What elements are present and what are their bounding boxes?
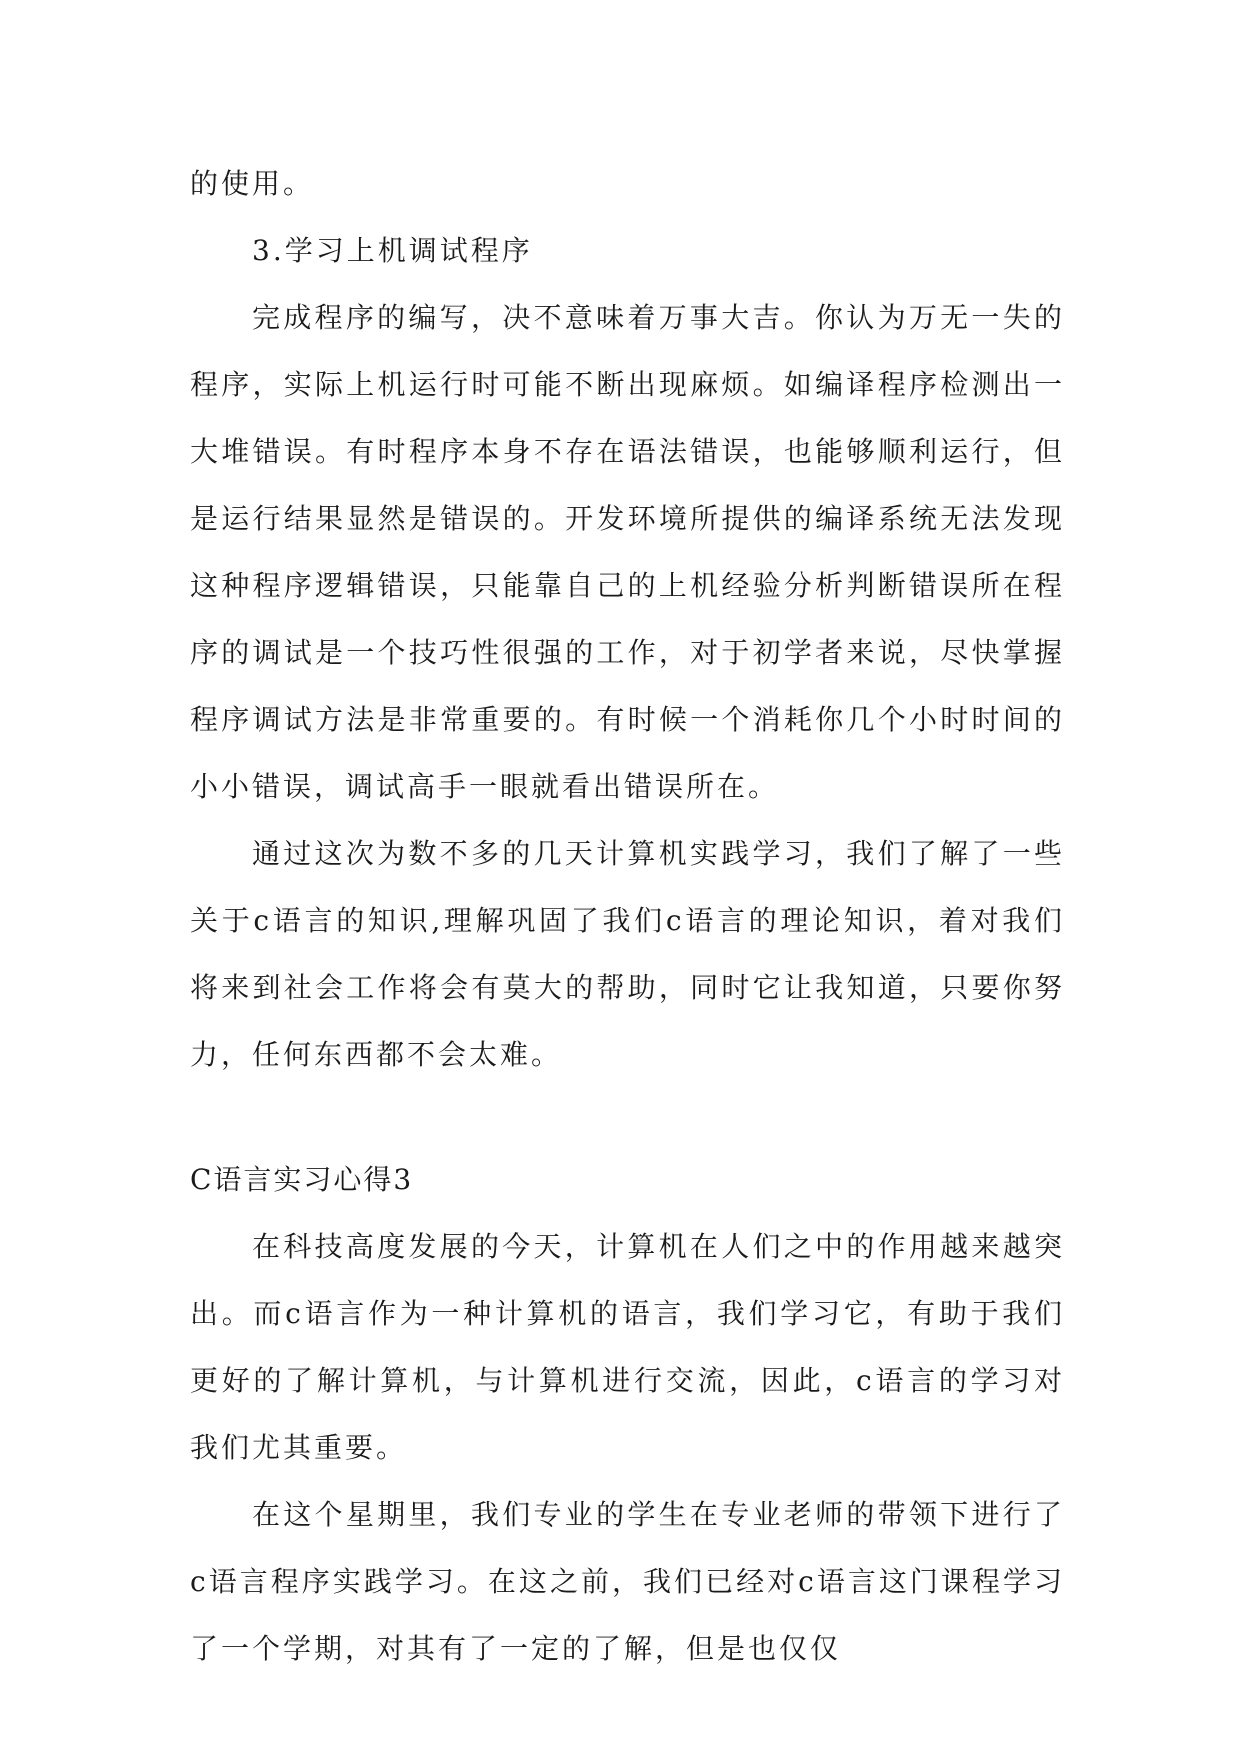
paragraph-summary: 通过这次为数不多的几天计算机实践学习，我们了解了一些关于c语言的知识,理解巩固了我们c语言的理论知识，着对我们将来到社会工作将会有莫大的帮助，同时它让我知道，只要你努力，任何东西都不会太难。 (190, 837, 1065, 1071)
document-body (190, 150, 1065, 1682)
section-heading: C语言实习心得3 (190, 1163, 414, 1196)
paragraph-intro: 在科技高度发展的今天，计算机在人们之中的作用越来越突出。而c语言作为一种计算机的语言，我们学习它，有助于我们更好的了解计算机，与计算机进行交流，因此，c语言的学习对我们尤其重要。 (190, 1230, 1065, 1464)
paragraph-continuation: 的使用。 (190, 167, 315, 200)
paragraph-practice: 在这个星期里，我们专业的学生在专业老师的带领下进行了c语言程序实践学习。在这之前，我们已经对c语言这门课程学习了一个学期，对其有了一定的了解，但是也仅仅 (190, 1498, 1065, 1665)
subheading-debugging: 3.学习上机调试程序 (252, 234, 533, 267)
paragraph-debugging: 完成程序的编写，决不意味着万事大吉。你认为万无一失的程序，实际上机运行时可能不断出现麻烦。如编译程序检测出一大堆错误。有时程序本身不存在语法错误，也能够顺利运行，但是运行结果显然是错误的。开发环境所提供的编译系统无法发现这种程序逻辑错误，只能靠自己的上机经验分析判断错误所在程序的调试是一个技巧性很强的工作，对于初学者来说，尽快掌握程序调试方法是非常重要的。有时候一个消耗你几个小时时间的小小错误，调试高手一眼就看出错误所在。 (190, 301, 1065, 803)
